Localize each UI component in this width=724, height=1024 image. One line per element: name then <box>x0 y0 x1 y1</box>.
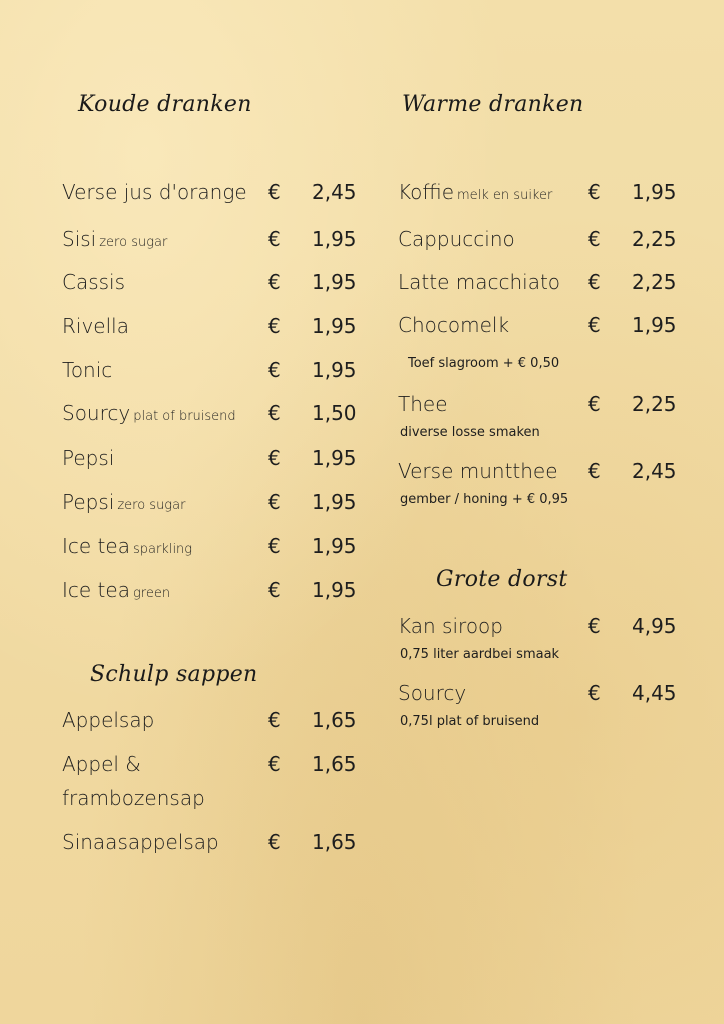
euro-sign: € <box>268 446 281 470</box>
price: 1,95 <box>312 534 357 558</box>
menu-item-name <box>62 270 125 294</box>
euro-sign: € <box>588 459 601 483</box>
item-label: Tonic <box>62 358 113 382</box>
euro-sign: € <box>268 534 281 558</box>
price: 2,25 <box>632 227 677 251</box>
item-label: Koffie <box>398 180 454 204</box>
item-label: Thee <box>398 392 448 416</box>
euro-sign: € <box>588 227 601 251</box>
price: 1,95 <box>312 314 357 338</box>
euro-sign: € <box>268 180 281 204</box>
item-label: Ice tea <box>62 578 130 602</box>
menu-item-name <box>62 314 129 338</box>
menu-item-name <box>62 830 219 854</box>
price: 1,95 <box>312 490 357 514</box>
price: 1,95 <box>312 446 357 470</box>
price: 2,25 <box>632 392 677 416</box>
price: 1,95 <box>632 180 677 204</box>
item-label: Sourcy <box>398 681 467 705</box>
price: 1,95 <box>312 578 357 602</box>
price: 1,95 <box>312 227 357 251</box>
menu-item-name <box>62 358 112 382</box>
euro-sign: € <box>268 752 281 776</box>
menu-item-name <box>62 401 236 425</box>
euro-sign: € <box>588 681 601 705</box>
menu-item-name <box>398 227 515 251</box>
item-label: Chocomelk <box>398 313 510 337</box>
item-sub-label: zero sugar <box>99 235 168 250</box>
price: 2,45 <box>312 180 357 204</box>
euro-sign: € <box>268 490 281 514</box>
price: 1,65 <box>312 752 357 776</box>
item-label: Sourcy <box>62 401 131 425</box>
item-note: Toef slagroom + € 0,50 <box>408 356 560 371</box>
price: 1,95 <box>312 358 357 382</box>
item-note: diverse losse smaken <box>400 425 540 440</box>
euro-sign: € <box>268 830 281 854</box>
menu-item-name-line2 <box>62 786 205 810</box>
euro-sign: € <box>588 313 601 337</box>
section-title-schulp-sappen: Schulp sappen <box>90 662 258 687</box>
item-sub-label: melk en suiker <box>457 188 553 203</box>
price: 1,65 <box>312 708 357 732</box>
item-sub-label: zero sugar <box>117 498 186 513</box>
price: 1,95 <box>312 270 357 294</box>
item-note: gember / honing + € 0,95 <box>400 492 569 507</box>
euro-sign: € <box>268 578 281 602</box>
item-label: Cassis <box>62 270 126 294</box>
menu-item-name <box>398 313 509 337</box>
item-label: Appelsap <box>62 708 155 732</box>
price: 1,50 <box>312 401 357 425</box>
item-label: Cappuccino <box>398 227 515 251</box>
menu-item-name <box>398 270 560 294</box>
item-sub-label: sparkling <box>132 542 193 557</box>
euro-sign: € <box>268 270 281 294</box>
euro-sign: € <box>268 401 281 425</box>
item-label: Rivella <box>62 314 129 338</box>
menu-item-name <box>398 180 552 204</box>
euro-sign: € <box>268 314 281 338</box>
price: 4,45 <box>632 681 677 705</box>
menu-item-name <box>62 578 170 602</box>
item-label: frambozensap <box>62 786 205 810</box>
item-sub-label: green <box>132 586 171 601</box>
item-note: 0,75l plat of bruisend <box>400 714 540 729</box>
euro-sign: € <box>268 227 281 251</box>
item-label: Kan siroop <box>398 614 503 638</box>
item-label: Verse muntthee <box>398 459 558 483</box>
menu-item-name <box>62 534 192 558</box>
menu-item-name <box>398 681 466 705</box>
menu-item-name <box>398 392 448 416</box>
menu-item-name <box>62 708 154 732</box>
menu-item-name <box>62 490 185 514</box>
euro-sign: € <box>268 358 281 382</box>
menu-item-name <box>398 459 558 483</box>
section-title-warme-dranken: Warme dranken <box>402 92 584 117</box>
price: 1,95 <box>632 313 677 337</box>
item-label: Pepsi <box>62 490 115 514</box>
section-title-grote-dorst: Grote dorst <box>436 567 568 592</box>
item-label: Latte macchiato <box>398 270 561 294</box>
price: 2,45 <box>632 459 677 483</box>
item-label: Sinaasappelsap <box>62 830 219 854</box>
euro-sign: € <box>588 270 601 294</box>
item-note: 0,75 liter aardbei smaak <box>400 647 560 662</box>
item-label: Sisi <box>62 227 97 251</box>
item-label: Pepsi <box>62 446 115 470</box>
euro-sign: € <box>588 614 601 638</box>
item-label: Appel & <box>62 752 141 776</box>
item-label: Verse jus d'orange <box>62 180 247 204</box>
menu-item-name <box>62 227 167 251</box>
menu-item-name <box>62 180 247 204</box>
section-title-koude-dranken: Koude dranken <box>78 92 252 117</box>
menu-item-name <box>62 446 114 470</box>
item-label: Ice tea <box>62 534 130 558</box>
euro-sign: € <box>588 392 601 416</box>
euro-sign: € <box>588 180 601 204</box>
item-sub-label: plat of bruisend <box>133 409 236 424</box>
euro-sign: € <box>268 708 281 732</box>
price: 1,65 <box>312 830 357 854</box>
price: 4,95 <box>632 614 677 638</box>
price: 2,25 <box>632 270 677 294</box>
menu-item-name <box>398 614 503 638</box>
menu-item-name <box>62 752 141 776</box>
